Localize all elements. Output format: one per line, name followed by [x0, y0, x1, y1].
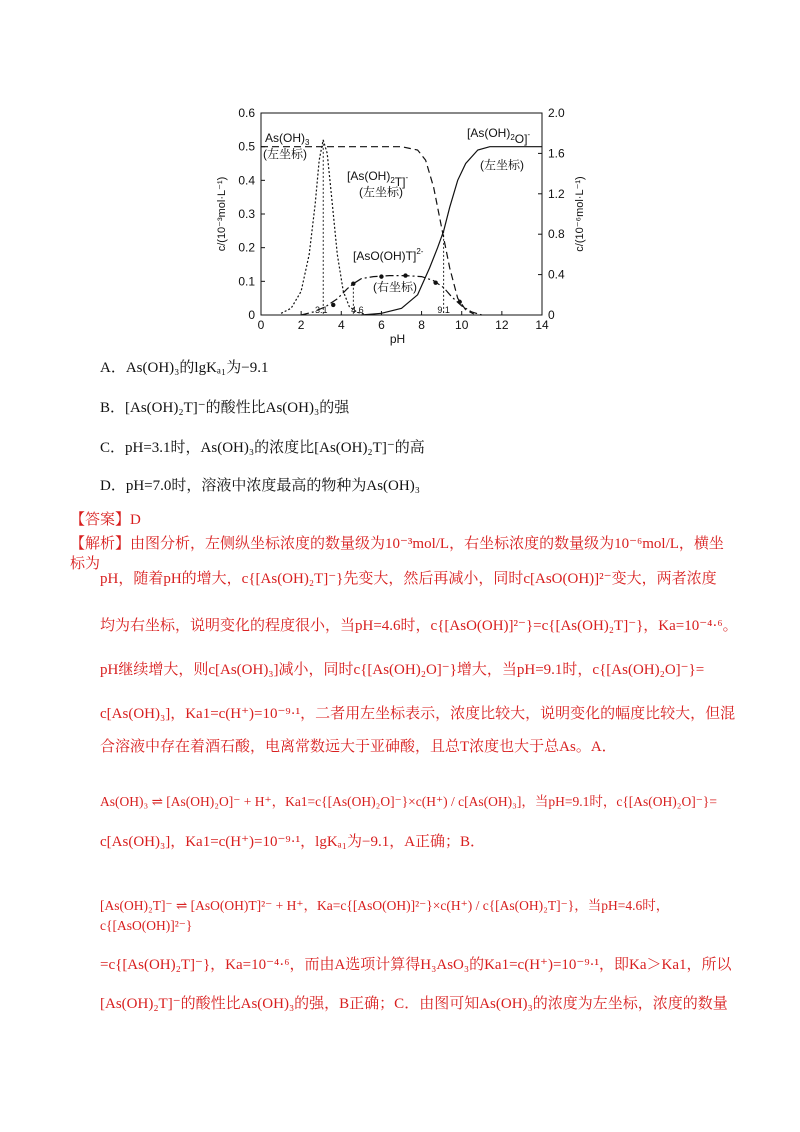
x-tick-label: 2	[297, 318, 305, 332]
analysis-line-9: =c{[As(OH)₂T]⁻}，Ka=10⁻⁴·⁶，而由A选项计算得H₃AsO₃的Ka1=c(H⁺)=10⁻⁹·¹，即Ka＞Ka1，所以	[100, 957, 732, 973]
data-point-marker	[433, 280, 437, 284]
data-point-marker	[403, 273, 407, 277]
label-asooht	[353, 247, 424, 263]
y-left-tick-label: 0.4	[238, 173, 255, 188]
label-asoh2o-note: (左坐标)	[480, 158, 524, 172]
label-asoh2t-part: T]	[394, 175, 406, 189]
x-tick-label: 8	[418, 318, 425, 332]
analysis-line-4: c[As(OH)₃]，Ka1=c(H⁺)=10⁻⁹·¹，二者用左坐标表示，浓度比较大，说明变化的幅度比较大，但混	[100, 706, 736, 722]
label-asoh3-note: (左坐标)	[263, 147, 307, 161]
data-point-marker	[379, 274, 383, 278]
data-point-marker	[458, 300, 462, 304]
label-asoh2t-note: (左坐标)	[359, 185, 403, 199]
label-asoh2t-part: [As(OH)	[347, 169, 391, 183]
label-asoh3-part: As(OH)	[265, 131, 305, 145]
label-asooht-note: (右坐标)	[373, 280, 417, 294]
analysis-line-1: pH，随着pH的增大，c{[As(OH)₂T]⁻}先变大，然后再减小，同时c[AsO(OH)]²⁻变大，两者浓度	[100, 571, 717, 587]
label-asooht-part: [AsO(OH)T]	[353, 249, 417, 263]
y-left-tick-label: 0.1	[238, 274, 255, 289]
option-d: D．pH=7.0时，溶液中浓度最高的物种为As(OH)₃	[100, 478, 420, 494]
analysis-line-3: pH继续增大，则c[As(OH)₃]减小，同时c{[As(OH)₂O]⁻}增大，当pH=9.1时，c{[As(OH)₂O]⁻}=	[100, 662, 705, 678]
x-axis-title: pH	[389, 332, 406, 346]
y-left-tick-label: 0.5	[238, 139, 255, 154]
species-distribution-chart	[205, 95, 590, 350]
label-asoh2o-part: [As(OH)	[467, 126, 511, 140]
label-asoh2o-part: O]	[514, 132, 528, 146]
label-asoh2t-part: -	[405, 173, 409, 182]
extra-x-label: 9.1	[437, 305, 450, 315]
label-asoh2o	[467, 126, 530, 146]
data-point-marker	[331, 303, 335, 307]
x-tick-label: 10	[455, 318, 469, 332]
y-right-tick-label: 1.6	[548, 146, 565, 161]
x-tick-label: 4	[337, 318, 345, 332]
y-right-tick-label: 2.0	[548, 106, 565, 120]
chart-labels	[263, 126, 530, 294]
y-right-axis-title: c/(10⁻⁶mol·L⁻¹)	[574, 176, 586, 252]
option-b: B．[As(OH)₂T]⁻的酸性比As(OH)₃的强	[100, 400, 350, 416]
label-asoh2t-part: 2	[390, 176, 395, 185]
y-right-tick-label: 1.2	[548, 186, 565, 201]
label-asoh3-part: 3	[305, 138, 310, 147]
label-asooht-part: 2-	[416, 247, 424, 256]
label-asoh2o-part: 2	[510, 133, 515, 142]
analysis-line-7: c[As(OH)₃]，Ka1=c(H⁺)=10⁻⁹·¹，lgKₐ₁为−9.1，A正确；B．	[100, 834, 486, 850]
analysis-line-6: As(OH)₃ ⇌ [As(OH)₂O]⁻ + H⁺，Ka1=c{[As(OH)₂O]⁻}×c(H⁺) / c[As(OH)₃]，当pH=9.1时，c{[As(OH)₂O]⁻}=	[100, 794, 717, 809]
x-tick-label: 6	[378, 318, 385, 332]
y-left-tick-label: 0.6	[238, 106, 255, 120]
x-tick-label: 14	[535, 318, 549, 332]
analysis-line-5: 合溶液中存在着酒石酸，电离常数远大于亚砷酸，且总T浓度也大于总As。A．	[100, 739, 617, 755]
label-asoh3	[265, 131, 310, 147]
option-a: A．As(OH)₃的lgKₐ₁为−9.1	[100, 360, 269, 376]
y-left-tick-label: 0	[248, 308, 255, 322]
y-left-tick-label: 0.3	[238, 207, 255, 221]
y-right-tick-label: 0	[548, 308, 555, 322]
label-asoh2o-part: -	[527, 130, 531, 139]
y-left-tick-label: 0.2	[238, 240, 255, 255]
x-tick-label: 0	[257, 318, 265, 332]
answer-label: 【答案】D	[70, 512, 141, 528]
x-tick-label: 12	[495, 318, 509, 332]
extra-x-label: 4.6	[351, 305, 364, 315]
y-left-axis-title: c/(10⁻³mol·L⁻¹)	[216, 176, 228, 252]
y-right-tick-label: 0.8	[548, 227, 565, 242]
y-right-tick-label: 0.4	[548, 267, 565, 282]
analysis-line-2: 均为右坐标，说明变化的程度很小，当pH=4.6时，c{[AsO(OH)]²⁻}=c{[As(OH)₂T]⁻}，Ka=10⁻⁴·⁶。	[100, 618, 738, 634]
analysis-line-10: [As(OH)₂T]⁻的酸性比As(OH)₃的强，B正确；C．由图可知As(OH)₃的浓度为左坐标，浓度的数量	[100, 996, 728, 1012]
analysis-line-0: 【解析】由图分析，左侧纵坐标浓度的数量级为10⁻³mol/L，右坐标浓度的数量级为10⁻⁶mol/L，横坐标为	[70, 536, 724, 572]
data-point-marker	[351, 281, 355, 285]
analysis-line-8: [As(OH)₂T]⁻ ⇌ [AsO(OH)T]²⁻ + H⁺，Ka=c{[AsO(OH)]²⁻}×c(H⁺) / c{[As(OH)₂T]⁻}，当pH=4.6时，c{[AsO(OH)]²⁻}	[100, 898, 670, 933]
option-c: C．pH=3.1时，As(OH)₃的浓度比[As(OH)₂T]⁻的高	[100, 440, 425, 456]
extra-x-label: 3.1	[314, 305, 328, 315]
